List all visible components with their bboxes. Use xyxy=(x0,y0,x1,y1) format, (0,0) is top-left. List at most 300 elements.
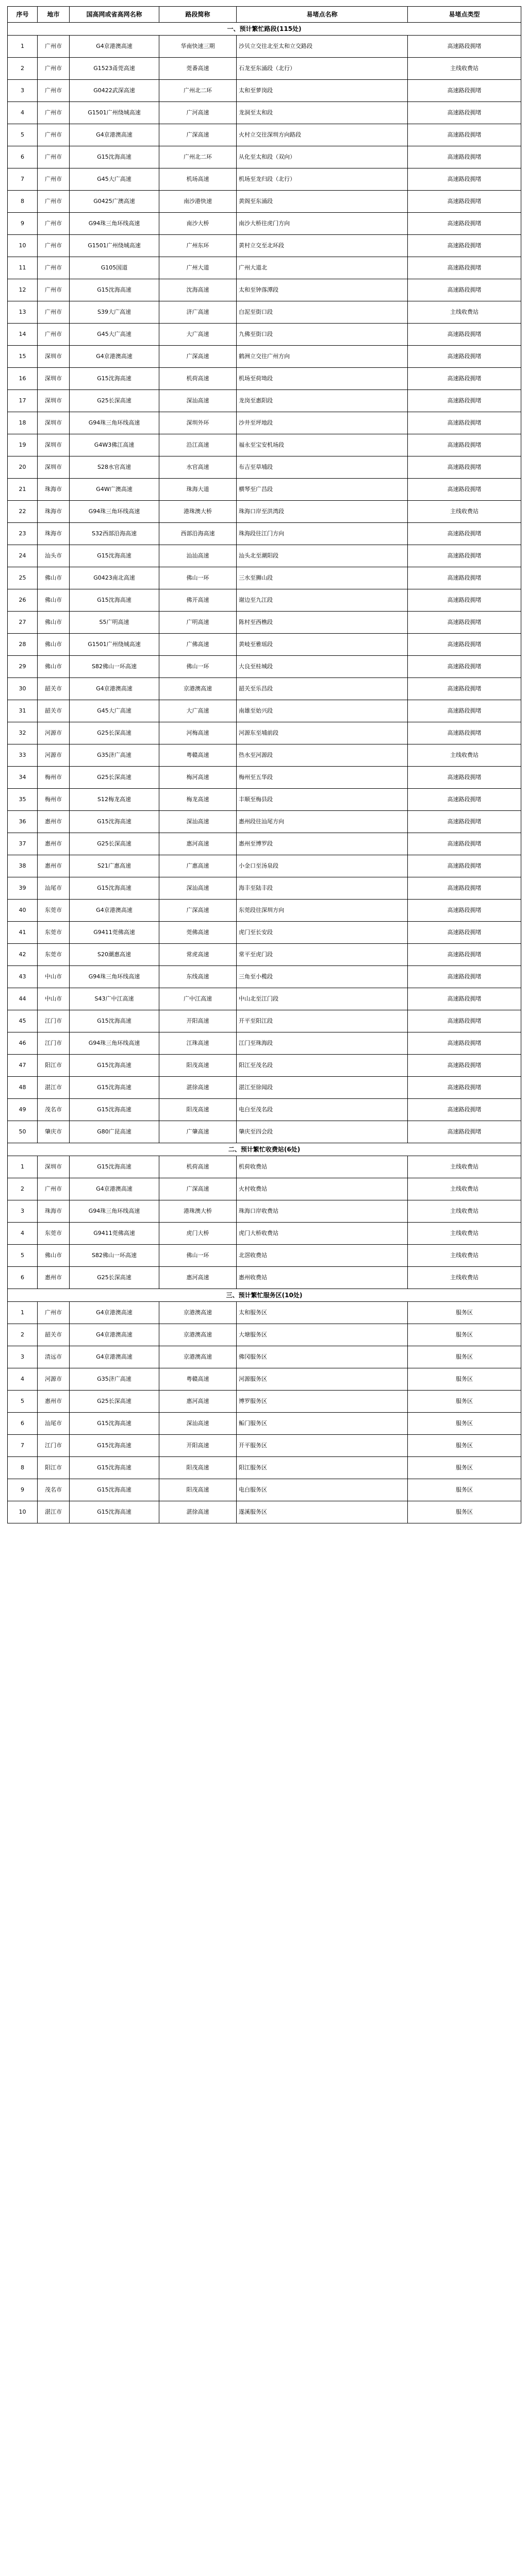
section-cell: 河梅高速 xyxy=(159,722,237,744)
seq-cell: 27 xyxy=(8,612,38,634)
type-cell: 高速路段拥堵 xyxy=(408,767,521,789)
section-cell: 佛开高速 xyxy=(159,589,237,612)
table-row xyxy=(8,855,521,877)
type-cell: 高速路段拥堵 xyxy=(408,1099,521,1121)
section-cell: 粤赣高速 xyxy=(159,744,237,767)
seq-cell: 2 xyxy=(8,1178,38,1200)
type-cell: 高速路段拥堵 xyxy=(408,235,521,257)
section-cell: 常虎高速 xyxy=(159,944,237,966)
point-cell: 谢边至九江段 xyxy=(237,589,408,612)
section-cell: 广州北二环 xyxy=(159,80,237,102)
highway-cell: S43广中江高速 xyxy=(70,988,159,1010)
city-cell: 汕尾市 xyxy=(38,877,70,900)
highway-cell: G4京港澳高速 xyxy=(70,1324,159,1346)
highway-cell: S20潮惠高速 xyxy=(70,944,159,966)
seq-cell: 16 xyxy=(8,368,38,390)
type-cell: 高速路段拥堵 xyxy=(408,988,521,1010)
point-cell: 横琴至广昌段 xyxy=(237,479,408,501)
table-row xyxy=(8,966,521,988)
section-cell: 广中江高速 xyxy=(159,988,237,1010)
table-row xyxy=(8,1055,521,1077)
highway-cell: G94珠三角环线高速 xyxy=(70,966,159,988)
seq-cell: 2 xyxy=(8,1324,38,1346)
city-cell: 深圳市 xyxy=(38,434,70,456)
type-cell: 高速路段拥堵 xyxy=(408,191,521,213)
seq-cell: 1 xyxy=(8,36,38,58)
city-cell: 汕头市 xyxy=(38,545,70,567)
table-row xyxy=(8,1302,521,1324)
highway-cell: S12梅龙高速 xyxy=(70,789,159,811)
highway-cell: G4京港澳高速 xyxy=(70,900,159,922)
table-header-row xyxy=(8,7,521,23)
seq-cell: 7 xyxy=(8,1435,38,1457)
highway-cell: G0422武深高速 xyxy=(70,80,159,102)
point-cell: 九佛至街口段 xyxy=(237,324,408,346)
point-cell: 鲘门服务区 xyxy=(237,1413,408,1435)
table-row xyxy=(8,767,521,789)
highway-cell: G4京港澳高速 xyxy=(70,346,159,368)
seq-cell: 7 xyxy=(8,168,38,191)
section-cell: 深汕高速 xyxy=(159,390,237,412)
highway-cell: G94珠三角环线高速 xyxy=(70,1200,159,1223)
city-cell: 韶关市 xyxy=(38,1324,70,1346)
city-cell: 深圳市 xyxy=(38,412,70,434)
type-cell: 高速路段拥堵 xyxy=(408,279,521,301)
type-cell: 高速路段拥堵 xyxy=(408,168,521,191)
header-cell-section: 路段简称 xyxy=(159,7,237,23)
highway-cell: G94珠三角环线高速 xyxy=(70,1032,159,1055)
highway-cell: G94珠三角环线高速 xyxy=(70,213,159,235)
section-cell: 汕汕高速 xyxy=(159,545,237,567)
congestion-table-sheet xyxy=(7,6,521,1523)
seq-cell: 43 xyxy=(8,966,38,988)
type-cell: 高速路段拥堵 xyxy=(408,434,521,456)
table-row xyxy=(8,700,521,722)
section-cell: 深汕高速 xyxy=(159,877,237,900)
section-cell: 开阳高速 xyxy=(159,1435,237,1457)
seq-cell: 23 xyxy=(8,523,38,545)
type-cell: 主线收费站 xyxy=(408,1156,521,1178)
point-cell: 龙岗至惠阳段 xyxy=(237,390,408,412)
point-cell: 韶关至乐昌段 xyxy=(237,678,408,700)
city-cell: 阳江市 xyxy=(38,1457,70,1479)
table-row xyxy=(8,634,521,656)
type-cell: 服务区 xyxy=(408,1368,521,1391)
highway-cell: G25长深高速 xyxy=(70,1391,159,1413)
type-cell: 高速路段拥堵 xyxy=(408,634,521,656)
table-row xyxy=(8,168,521,191)
highway-cell: G0425广澳高速 xyxy=(70,191,159,213)
table-row xyxy=(8,833,521,855)
section-cell: 虎门大桥 xyxy=(159,1223,237,1245)
table-row xyxy=(8,479,521,501)
highway-cell: G15沈海高速 xyxy=(70,1010,159,1032)
seq-cell: 9 xyxy=(8,213,38,235)
highway-cell: G9411莞佛高速 xyxy=(70,922,159,944)
table-row xyxy=(8,257,521,279)
seq-cell: 3 xyxy=(8,1346,38,1368)
type-cell: 高速路段拥堵 xyxy=(408,811,521,833)
highway-cell: G15沈海高速 xyxy=(70,279,159,301)
seq-cell: 17 xyxy=(8,390,38,412)
point-cell: 丰顺至梅县段 xyxy=(237,789,408,811)
highway-cell: G1501广州绕城高速 xyxy=(70,102,159,124)
seq-cell: 36 xyxy=(8,811,38,833)
seq-cell: 50 xyxy=(8,1121,38,1143)
highway-cell: G15沈海高速 xyxy=(70,589,159,612)
city-cell: 东莞市 xyxy=(38,944,70,966)
table-row xyxy=(8,678,521,700)
highway-cell: G4京港澳高速 xyxy=(70,1346,159,1368)
point-cell: 阳江至茂名段 xyxy=(237,1055,408,1077)
table-row xyxy=(8,1267,521,1289)
type-cell: 主线收费站 xyxy=(408,1267,521,1289)
section-cell: 广肇高速 xyxy=(159,1121,237,1143)
point-cell: 虎门至长安段 xyxy=(237,922,408,944)
point-cell: 大塘服务区 xyxy=(237,1324,408,1346)
point-cell: 太和至钟落潭段 xyxy=(237,279,408,301)
point-cell: 沙贝立交往北至太和立交路段 xyxy=(237,36,408,58)
type-cell: 高速路段拥堵 xyxy=(408,456,521,479)
highway-cell: G4京港澳高速 xyxy=(70,36,159,58)
seq-cell: 46 xyxy=(8,1032,38,1055)
city-cell: 茂名市 xyxy=(38,1479,70,1501)
section-cell: 南沙大桥 xyxy=(159,213,237,235)
point-cell: 珠海口岸收费站 xyxy=(237,1200,408,1223)
city-cell: 中山市 xyxy=(38,988,70,1010)
section-title-row xyxy=(8,1143,521,1156)
point-cell: 中山北至江门段 xyxy=(237,988,408,1010)
seq-cell: 6 xyxy=(8,1413,38,1435)
seq-cell: 5 xyxy=(8,1391,38,1413)
seq-cell: 44 xyxy=(8,988,38,1010)
city-cell: 河源市 xyxy=(38,722,70,744)
point-cell: 黄岐至雅瑶段 xyxy=(237,634,408,656)
seq-cell: 19 xyxy=(8,434,38,456)
city-cell: 东莞市 xyxy=(38,922,70,944)
highway-cell: S21广惠高速 xyxy=(70,855,159,877)
point-cell: 河源东至埔前段 xyxy=(237,722,408,744)
type-cell: 高速路段拥堵 xyxy=(408,213,521,235)
city-cell: 广州市 xyxy=(38,36,70,58)
seq-cell: 30 xyxy=(8,678,38,700)
city-cell: 佛山市 xyxy=(38,612,70,634)
point-cell: 龙洞至太和段 xyxy=(237,102,408,124)
seq-cell: 2 xyxy=(8,58,38,80)
seq-cell: 14 xyxy=(8,324,38,346)
city-cell: 江门市 xyxy=(38,1032,70,1055)
point-cell: 开平至阳江段 xyxy=(237,1010,408,1032)
table-row xyxy=(8,523,521,545)
highway-cell: S32西部沿海高速 xyxy=(70,523,159,545)
type-cell: 高速路段拥堵 xyxy=(408,390,521,412)
table-row xyxy=(8,412,521,434)
type-cell: 服务区 xyxy=(408,1501,521,1523)
point-cell: 广州大道北 xyxy=(237,257,408,279)
city-cell: 河源市 xyxy=(38,744,70,767)
city-cell: 佛山市 xyxy=(38,567,70,589)
section-cell: 惠河高速 xyxy=(159,1267,237,1289)
type-cell: 高速路段拥堵 xyxy=(408,589,521,612)
seq-cell: 9 xyxy=(8,1479,38,1501)
seq-cell: 28 xyxy=(8,634,38,656)
table-row xyxy=(8,1010,521,1032)
section-title-row xyxy=(8,1289,521,1302)
type-cell: 高速路段拥堵 xyxy=(408,1010,521,1032)
point-cell: 福永至宝安机场段 xyxy=(237,434,408,456)
table-row xyxy=(8,944,521,966)
highway-cell: S28水官高速 xyxy=(70,456,159,479)
section-cell: 惠河高速 xyxy=(159,833,237,855)
section-cell: 佛山一环 xyxy=(159,1245,237,1267)
city-cell: 惠州市 xyxy=(38,855,70,877)
point-cell: 机场至荷坳段 xyxy=(237,368,408,390)
table-row xyxy=(8,1435,521,1457)
table-row xyxy=(8,988,521,1010)
section-title-row xyxy=(8,23,521,36)
city-cell: 东莞市 xyxy=(38,900,70,922)
point-cell: 阳江服务区 xyxy=(237,1457,408,1479)
seq-cell: 15 xyxy=(8,346,38,368)
city-cell: 韶关市 xyxy=(38,678,70,700)
type-cell: 主线收费站 xyxy=(408,744,521,767)
highway-cell: S82佛山一环高速 xyxy=(70,1245,159,1267)
seq-cell: 22 xyxy=(8,501,38,523)
city-cell: 惠州市 xyxy=(38,1391,70,1413)
point-cell: 从化至太和段（双向） xyxy=(237,146,408,168)
section-cell: 开阳高速 xyxy=(159,1010,237,1032)
table-row xyxy=(8,1457,521,1479)
city-cell: 梅州市 xyxy=(38,789,70,811)
table-row xyxy=(8,1156,521,1178)
city-cell: 东莞市 xyxy=(38,1223,70,1245)
city-cell: 佛山市 xyxy=(38,656,70,678)
point-cell: 博罗服务区 xyxy=(237,1391,408,1413)
table-row xyxy=(8,789,521,811)
city-cell: 惠州市 xyxy=(38,833,70,855)
city-cell: 广州市 xyxy=(38,191,70,213)
congestion-table xyxy=(7,6,521,1523)
highway-cell: G15沈海高速 xyxy=(70,545,159,567)
point-cell: 南雄至始兴段 xyxy=(237,700,408,722)
seq-cell: 8 xyxy=(8,191,38,213)
highway-cell: G4W3佛江高速 xyxy=(70,434,159,456)
seq-cell: 4 xyxy=(8,1368,38,1391)
table-row xyxy=(8,456,521,479)
city-cell: 佛山市 xyxy=(38,1245,70,1267)
section-cell: 东线高速 xyxy=(159,966,237,988)
section-cell: 深汕高速 xyxy=(159,1413,237,1435)
section-cell: 广深高速 xyxy=(159,900,237,922)
type-cell: 高速路段拥堵 xyxy=(408,900,521,922)
point-cell: 黄村立交至北环段 xyxy=(237,235,408,257)
header-cell-point: 易堵点名称 xyxy=(237,7,408,23)
section-cell: 深圳外环 xyxy=(159,412,237,434)
seq-cell: 12 xyxy=(8,279,38,301)
section-cell: 莞佛高速 xyxy=(159,922,237,944)
point-cell: 电白至茂名段 xyxy=(237,1099,408,1121)
highway-cell: G45大广高速 xyxy=(70,168,159,191)
section-cell: 西部沿海高速 xyxy=(159,523,237,545)
highway-cell: G1501广州绕城高速 xyxy=(70,235,159,257)
highway-cell: G15沈海高速 xyxy=(70,1156,159,1178)
seq-cell: 5 xyxy=(8,124,38,146)
highway-cell: G15沈海高速 xyxy=(70,1055,159,1077)
highway-cell: S82佛山一环高速 xyxy=(70,656,159,678)
section-cell: 阳茂高速 xyxy=(159,1479,237,1501)
section-cell: 广深高速 xyxy=(159,346,237,368)
point-cell: 电白服务区 xyxy=(237,1479,408,1501)
table-row xyxy=(8,922,521,944)
seq-cell: 6 xyxy=(8,1267,38,1289)
point-cell: 珠海段往江门方向 xyxy=(237,523,408,545)
section-cell: 莞番高速 xyxy=(159,58,237,80)
highway-cell: G15沈海高速 xyxy=(70,1413,159,1435)
highway-cell: G4京港澳高速 xyxy=(70,124,159,146)
point-cell: 鹤洲立交往广州方向 xyxy=(237,346,408,368)
type-cell: 高速路段拥堵 xyxy=(408,36,521,58)
highway-cell: G1501广州绕城高速 xyxy=(70,634,159,656)
seq-cell: 45 xyxy=(8,1010,38,1032)
city-cell: 广州市 xyxy=(38,301,70,324)
highway-cell: G15沈海高速 xyxy=(70,1457,159,1479)
point-cell: 南沙大桥往虎门方向 xyxy=(237,213,408,235)
seq-cell: 20 xyxy=(8,456,38,479)
table-row xyxy=(8,811,521,833)
section-title: 三、预计繁忙服务区(10处) xyxy=(8,1289,521,1302)
highway-cell: G94珠三角环线高速 xyxy=(70,501,159,523)
city-cell: 惠州市 xyxy=(38,1267,70,1289)
table-row xyxy=(8,58,521,80)
highway-cell: G25长深高速 xyxy=(70,833,159,855)
city-cell: 清远市 xyxy=(38,1346,70,1368)
section-cell: 广州大道 xyxy=(159,257,237,279)
type-cell: 高速路段拥堵 xyxy=(408,412,521,434)
city-cell: 广州市 xyxy=(38,213,70,235)
section-cell: 佛山一环 xyxy=(159,656,237,678)
section-cell: 机荷高速 xyxy=(159,368,237,390)
type-cell: 高速路段拥堵 xyxy=(408,523,521,545)
section-cell: 京港澳高速 xyxy=(159,678,237,700)
section-cell: 广州东环 xyxy=(159,235,237,257)
type-cell: 服务区 xyxy=(408,1302,521,1324)
seq-cell: 31 xyxy=(8,700,38,722)
point-cell: 虎门大桥收费站 xyxy=(237,1223,408,1245)
highway-cell: G15沈海高速 xyxy=(70,1077,159,1099)
seq-cell: 4 xyxy=(8,102,38,124)
point-cell: 三角至小榄段 xyxy=(237,966,408,988)
table-row xyxy=(8,567,521,589)
point-cell: 机场至龙归段（北行） xyxy=(237,168,408,191)
seq-cell: 48 xyxy=(8,1077,38,1099)
city-cell: 广州市 xyxy=(38,146,70,168)
type-cell: 高速路段拥堵 xyxy=(408,368,521,390)
point-cell: 机荷收费站 xyxy=(237,1156,408,1178)
type-cell: 高速路段拥堵 xyxy=(408,612,521,634)
section-cell: 大广高速 xyxy=(159,700,237,722)
point-cell: 布吉至草埔段 xyxy=(237,456,408,479)
city-cell: 珠海市 xyxy=(38,501,70,523)
section-cell: 机荷高速 xyxy=(159,1156,237,1178)
table-row xyxy=(8,368,521,390)
table-row xyxy=(8,1391,521,1413)
point-cell: 火村收费站 xyxy=(237,1178,408,1200)
highway-cell: G4京港澳高速 xyxy=(70,1302,159,1324)
city-cell: 梅州市 xyxy=(38,767,70,789)
highway-cell: G15沈海高速 xyxy=(70,1501,159,1523)
section-cell: 粤赣高速 xyxy=(159,1368,237,1391)
seq-cell: 37 xyxy=(8,833,38,855)
table-row xyxy=(8,279,521,301)
seq-cell: 34 xyxy=(8,767,38,789)
section-cell: 沈海高速 xyxy=(159,279,237,301)
point-cell: 开平服务区 xyxy=(237,1435,408,1457)
table-row xyxy=(8,1324,521,1346)
section-cell: 广深高速 xyxy=(159,1178,237,1200)
seq-cell: 3 xyxy=(8,80,38,102)
point-cell: 陈村至西樵段 xyxy=(237,612,408,634)
highway-cell: G9411莞佛高速 xyxy=(70,1223,159,1245)
table-row xyxy=(8,36,521,58)
city-cell: 广州市 xyxy=(38,324,70,346)
table-row xyxy=(8,434,521,456)
type-cell: 主线收费站 xyxy=(408,501,521,523)
highway-cell: G4W广澳高速 xyxy=(70,479,159,501)
highway-cell: G15沈海高速 xyxy=(70,877,159,900)
point-cell: 太和至萝岗段 xyxy=(237,80,408,102)
point-cell: 梅州至五华段 xyxy=(237,767,408,789)
highway-cell: G25长深高速 xyxy=(70,390,159,412)
point-cell: 大良至桂城段 xyxy=(237,656,408,678)
city-cell: 韶关市 xyxy=(38,700,70,722)
type-cell: 高速路段拥堵 xyxy=(408,855,521,877)
seq-cell: 47 xyxy=(8,1055,38,1077)
header-cell-highway: 国高网或省高网名称 xyxy=(70,7,159,23)
section-cell: 梅河高速 xyxy=(159,767,237,789)
city-cell: 汕尾市 xyxy=(38,1413,70,1435)
seq-cell: 3 xyxy=(8,1200,38,1223)
type-cell: 服务区 xyxy=(408,1346,521,1368)
seq-cell: 21 xyxy=(8,479,38,501)
type-cell: 高速路段拥堵 xyxy=(408,656,521,678)
table-row xyxy=(8,102,521,124)
section-cell: 广深高速 xyxy=(159,124,237,146)
highway-cell: G35济广高速 xyxy=(70,1368,159,1391)
city-cell: 深圳市 xyxy=(38,456,70,479)
table-row xyxy=(8,324,521,346)
point-cell: 三水至狮山段 xyxy=(237,567,408,589)
city-cell: 阳江市 xyxy=(38,1055,70,1077)
section-cell: 广河高速 xyxy=(159,102,237,124)
type-cell: 高速路段拥堵 xyxy=(408,877,521,900)
city-cell: 珠海市 xyxy=(38,479,70,501)
city-cell: 佛山市 xyxy=(38,634,70,656)
section-cell: 京港澳高速 xyxy=(159,1346,237,1368)
city-cell: 广州市 xyxy=(38,168,70,191)
city-cell: 深圳市 xyxy=(38,346,70,368)
section-cell: 南沙港快速 xyxy=(159,191,237,213)
table-row xyxy=(8,545,521,567)
point-cell: 小金口至汤泉段 xyxy=(237,855,408,877)
point-cell: 湛江至徐闻段 xyxy=(237,1077,408,1099)
type-cell: 高速路段拥堵 xyxy=(408,678,521,700)
seq-cell: 10 xyxy=(8,1501,38,1523)
section-cell: 珠海大道 xyxy=(159,479,237,501)
highway-cell: G0423南北高速 xyxy=(70,567,159,589)
type-cell: 高速路段拥堵 xyxy=(408,479,521,501)
city-cell: 佛山市 xyxy=(38,589,70,612)
seq-cell: 8 xyxy=(8,1457,38,1479)
